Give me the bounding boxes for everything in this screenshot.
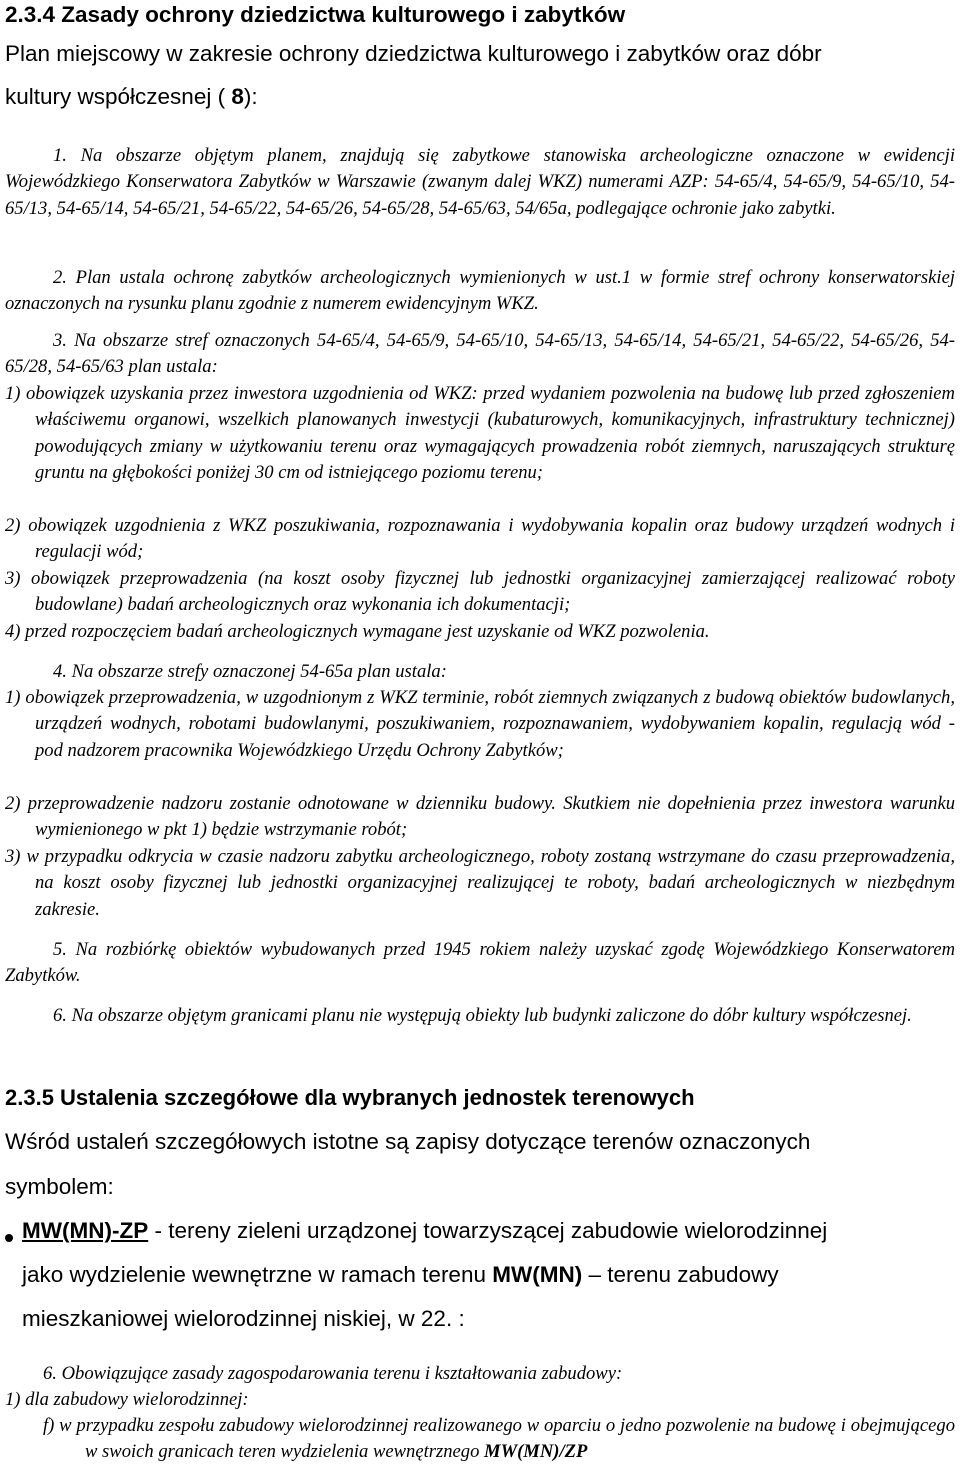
paragraph-ref-22: 22. : <box>414 1306 465 1331</box>
zone-symbol-mwmnzp: MW(MN)/ZP <box>484 1441 588 1463</box>
item-3-sub-3: 3) obowiązek przeprowadzenia (na koszt osoby fizycznej lub jednostki organizacyjnej zamierzającej realizować roboty budowlane) badań archeologicznych oraz wykonania ich dokumentacji; <box>5 568 955 616</box>
bullet-line2-text: jako wydzielenie wewnętrzne w ramach terenu <box>22 1262 493 1287</box>
bullet-line3 <box>22 1306 465 1332</box>
section-heading-234: 2.3.4 Zasady ochrony dziedzictwa kulturowego i zabytków <box>5 2 626 27</box>
bullet-icon <box>5 1234 13 1242</box>
sub-item-6-f-text: f) w przypadku zespołu zabudowy wielorodzinnej realizowanego w oparciu o jedno pozwolenie na budowę i obejmującego w swoich granicach teren wydzielenia wewnętrznego <box>43 1415 955 1463</box>
item-1: 1. Na obszarze objętym planem, znajdują się zabytkowe stanowiska archeologiczne oznaczone w ewidencji Wojewódzkiego Konserwatora Zabytków w Warszawie (zwanym dalej WKZ) numerami AZP: 54-65/4, 54-65/9, 54-65/10, 54-65/13, 54-65/14, 54-65/21, 54-65/22, 54-65/26, 54-65/28, 54-65/63, 54/65a, podlegające ochronie jako zabytki. <box>5 145 955 219</box>
zone-symbol: MW(MN)-ZP <box>22 1218 149 1243</box>
bullet-text: - tereny zieleni urządzonej towarzyszącej zabudowie wielorodzinnej <box>148 1218 828 1243</box>
bullet-line3-text: mieszkaniowej wielorodzinnej niskiej, w <box>22 1306 415 1331</box>
section-heading-235: 2.3.5 Ustalenia szczegółowe dla wybranych jednostek terenowych <box>5 1085 695 1110</box>
item-4-sub-3: 3) w przypadku odkrycia w czasie nadzoru zabytku archeologicznego, roboty zostaną wstrzymane do czasu przeprowadzenia, na koszt osoby fizycznej lub jednostki organizacyjnej realizującej te roboty, badań archeologicznych w niezbędnym zakresie. <box>5 846 955 920</box>
item-3-sub-1: 1) obowiązek uzyskania przez inwestora uzgodnienia od WKZ: przed wydaniem pozwolenia na budowę lub przed zgłoszeniem właściwemu organowi, wszelkich planowanych inwestycji (kubaturowych, komunikacyjnych, infrastruktury technicznej) powodujących zmiany w użytkowaniu terenu oraz wymagających prowadzenia robót ziemnych, naruszających strukturę gruntu na głębokości poniżej 30 cm od istniejącego poziomu terenu; <box>5 383 955 483</box>
section-intro-line1: Plan miejscowy w zakresie ochrony dziedzictwa kulturowego i zabytków oraz dóbr <box>5 41 822 66</box>
sub-item-6-1: 1) dla zabudowy wielorodzinnej: <box>5 1389 249 1410</box>
item-2: 2. Plan ustala ochronę zabytków archeologicznych wymienionych w ust.1 w formie stref ochrony konserwatorskiej oznaczonych na rysunku planu zgodnie z numerem ewidencyjnym WKZ. <box>5 267 955 315</box>
item-4-sub-1: 1) obowiązek przeprowadzenia, w uzgodnionym z WKZ terminie, robót ziemnych związanych z budową obiektów budowlanych, urządzeń wodnych, robotami budowlanymi, poszukiwaniem, rozpoznawaniem, wydobywaniem kopalin, regulacją wód - pod nadzorem pracownika Wojewódzkiego Urzędu Ochrony Zabytków; <box>5 687 955 761</box>
item-4: 4. Na obszarze strefy oznaczonej 54-65a plan ustala: <box>53 661 447 682</box>
item-3-sub-4: 4) przed rozpoczęciem badań archeologicznych wymagane jest uzyskanie od WKZ pozwolenia. <box>5 621 710 642</box>
sub-item-6-f <box>43 1413 955 1466</box>
bullet-line2 <box>22 1262 779 1288</box>
sub-item-6: 6. Obowiązujące zasady zagospodarowania terenu i kształtowania zabudowy: <box>43 1363 623 1384</box>
item-4-sub-2: 2) przeprowadzenie nadzoru zostanie odnotowane w dzienniku budowy. Skutkiem nie dopełnienia przez inwestora warunku wymienionego w pkt 1) będzie wstrzymanie robót; <box>5 793 955 841</box>
intro-text-b: ): <box>243 84 258 109</box>
section-intro-line2 <box>5 84 258 110</box>
bullet-line2-tail: – terenu zabudowy <box>582 1262 779 1287</box>
intro-text-a: kultury współczesnej ( <box>5 84 226 109</box>
item-5: 5. Na rozbiórkę obiektów wybudowanych przed 1945 rokiem należy uzyskać zgodę Wojewódzkiego Konserwatorem Zabytków. <box>5 939 955 987</box>
section-235-intro-line1: Wśród ustaleń szczegółowych istotne są zapisy dotyczące terenów oznaczonych <box>5 1129 811 1154</box>
zone-symbol-mw: MW(MN) <box>492 1262 583 1287</box>
item-6: 6. Na obszarze objętym granicami planu nie występują obiekty lub budynki zaliczone do dóbr kultury współczesnej. <box>53 1005 912 1026</box>
item-3-sub-2: 2) obowiązek uzgodnienia z WKZ poszukiwania, rozpoznawania i wydobywania kopalin oraz budowy urządzeń wodnych i regulacji wód; <box>5 515 955 563</box>
item-3: 3. Na obszarze stref oznaczonych 54-65/4, 54-65/9, 54-65/10, 54-65/13, 54-65/14, 54-65/21, 54-65/22, 54-65/26, 54-65/28, 54-65/63 plan ustala: <box>5 330 955 378</box>
section-235-intro-line2: symbolem: <box>5 1174 114 1199</box>
bullet-line1 <box>22 1218 827 1244</box>
paragraph-ref: 8 <box>225 84 244 109</box>
